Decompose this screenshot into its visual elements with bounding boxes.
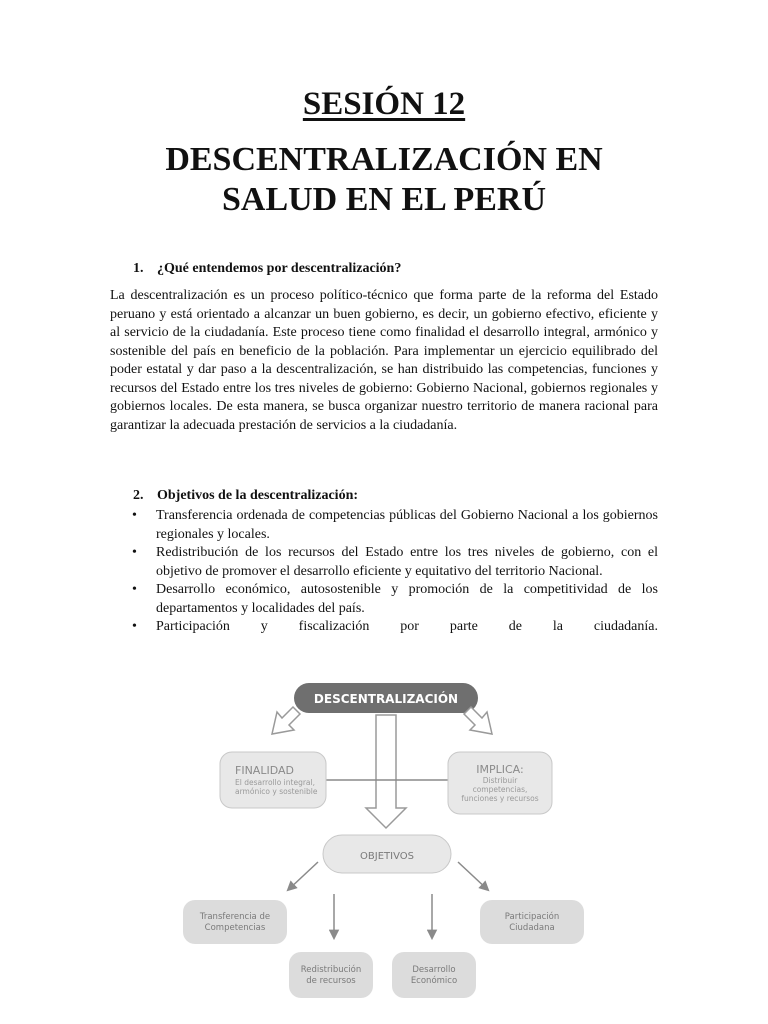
section-1-heading bbox=[133, 261, 401, 277]
section-1-number: 1. bbox=[133, 261, 144, 276]
finalidad-line-2: armónico y sostenible bbox=[235, 787, 318, 796]
transferencia-line-1: Transferencia de bbox=[199, 912, 271, 922]
section-1-heading-text: ¿Qué entendemos por descentralización? bbox=[157, 261, 402, 276]
finalidad-line-1: El desarrollo integral, bbox=[235, 778, 315, 787]
list-item: • Transferencia ordenada de competencias públicas del Gobierno Nacional a los gobiernos regionales y locales. bbox=[110, 507, 658, 544]
section-2-heading bbox=[133, 488, 358, 504]
implica-line-2: competencias, bbox=[472, 785, 528, 794]
section-2-heading-text: Objetivos de la descentralización: bbox=[157, 488, 359, 503]
list-item: • Participación y fiscalización por parte de la ciudadanía. bbox=[110, 618, 658, 637]
finalidad-title: FINALIDAD bbox=[235, 764, 294, 777]
page-title-line-2: SALUD EN EL PERÚ bbox=[221, 181, 546, 218]
session-title: SESIÓN 12 bbox=[302, 86, 466, 122]
arrow-to-finalidad-icon bbox=[272, 707, 300, 734]
list-item: • Redistribución de los recursos del Estado entre los tres niveles de gobierno, con el objetivo de promover el desarrollo eficiente y equitativo del territorio Nacional. bbox=[110, 544, 658, 581]
arrow-to-participacion-icon bbox=[458, 862, 488, 890]
arrow-to-transferencia-icon bbox=[288, 862, 318, 890]
participacion-box bbox=[480, 900, 584, 944]
desarrollo-line-2: Económico bbox=[410, 976, 458, 986]
objectives-list bbox=[110, 507, 658, 637]
page-title-line-1: DESCENTRALIZACIÓN EN bbox=[165, 141, 603, 178]
page-title bbox=[0, 140, 768, 220]
section-1-paragraph: La descentralización es un proceso político-técnico que forma parte de la reforma del Estado peruano y está orientado a alcanzar un buen gobierno, es decir, un gobierno efectivo, eficiente y al servicio de la ciudadanía. Este proceso tiene como finalidad el desarrollo integral, armónico y sostenible del país en beneficio de la población. Para implementar un ejercicio equilibrado del poder estatal y dar paso a la descentralización, se han distribuido las competencias, funciones y recursos del Estado entre los tres niveles de gobierno: Gobierno Nacional, gobiernos regionales y gobiernos locales. De esta manera, se busca organizar nuestro territorio de manera racional para garantizar la adecuada prestación de servicios a la ciudadanía. bbox=[110, 288, 658, 433]
desarrollo-box bbox=[392, 952, 476, 998]
desarrollo-line-1: Desarrollo bbox=[412, 965, 456, 975]
objetivos-label: OBJETIVOS bbox=[360, 851, 414, 862]
section-2-number: 2. bbox=[133, 488, 144, 503]
transferencia-box bbox=[183, 900, 287, 944]
transferencia-line-2: Competencias bbox=[204, 923, 266, 933]
descentralizacion-label: DESCENTRALIZACIÓN bbox=[313, 692, 459, 706]
implica-line-1: Distribuir bbox=[482, 776, 518, 785]
redistribucion-line-1: Redistribución bbox=[300, 965, 362, 975]
participacion-line-1: Participación bbox=[504, 912, 560, 922]
arrow-to-implica-icon bbox=[464, 707, 492, 734]
arrow-to-objetivos-icon bbox=[366, 715, 406, 828]
redistribucion-line-2: de recursos bbox=[306, 976, 356, 986]
decentralization-diagram bbox=[0, 672, 768, 1012]
list-item: • Desarrollo económico, autosostenible y promoción de la competitividad de los departamentos y localidades del país. bbox=[110, 581, 658, 618]
implica-line-3: funciones y recursos bbox=[461, 794, 539, 803]
participacion-line-2: Ciudadana bbox=[509, 923, 555, 933]
redistribucion-box bbox=[289, 952, 373, 998]
implica-title: IMPLICA: bbox=[476, 763, 524, 776]
